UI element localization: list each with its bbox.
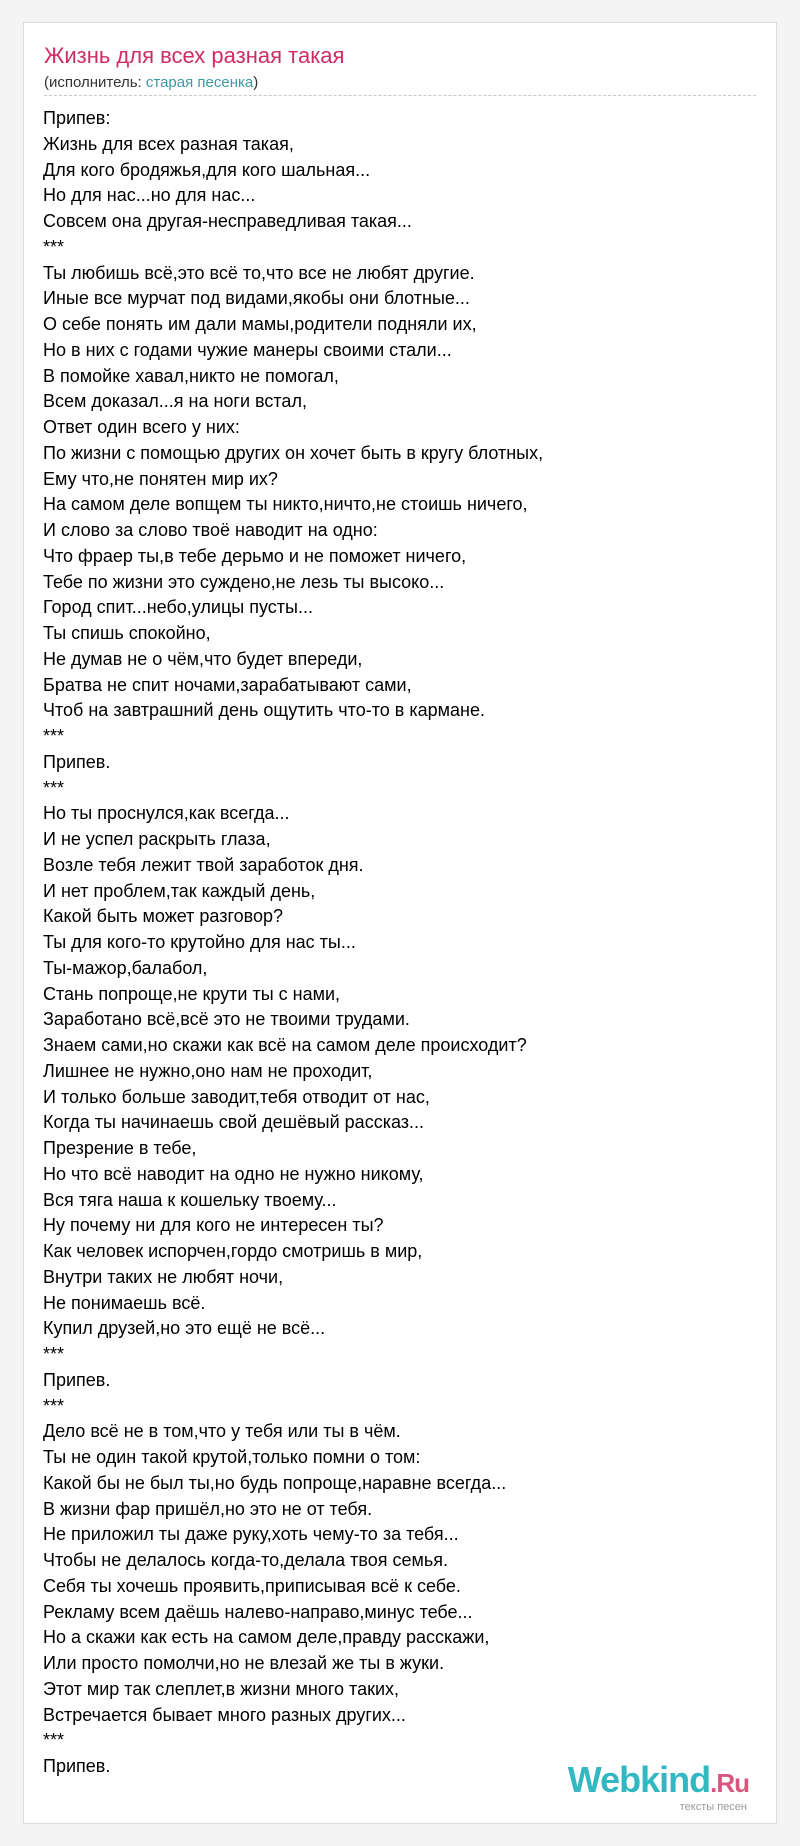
performer-suffix: ) [253, 74, 259, 91]
lyric-line: Всем доказал...я на ноги встал, [43, 391, 307, 412]
lyric-line: О себе понять им дали мамы,родители подняли их, [43, 314, 477, 334]
lyrics-text [43, 106, 743, 1780]
lyric-line: Но ты проснулся,как всегда... [43, 803, 290, 824]
lyric-line: Но в них с годами чужие манеры своими стали... [43, 339, 452, 360]
lyrics-card [23, 22, 777, 1824]
lyric-line: Ну почему ни для кого не интересен ты? [43, 1215, 384, 1236]
lyric-line: Ты для кого-то крутойно для нас ты... [43, 932, 356, 952]
lyric-line: *** [43, 1344, 65, 1364]
lyric-line: Припев. [43, 751, 111, 772]
lyric-line: *** [43, 1730, 65, 1751]
lyric-line: И не успел раскрыть глаза, [43, 829, 271, 849]
logo-word: Webkind [567, 1759, 711, 1800]
lyric-line: Ты любишь всё,это всё то,что все не любят другие. [43, 262, 475, 283]
lyric-line: Купил друзей,но это ещё не всё... [43, 1318, 326, 1339]
lyric-line: Презрение в тебе, [43, 1138, 197, 1158]
lyric-line: Рекламу всем даёшь налево-направо,минус тебе... [43, 1601, 473, 1622]
lyric-line: Дело всё не в том,что у тебя или ты в чём. [43, 1421, 401, 1442]
lyric-line: Припев. [43, 1756, 111, 1776]
lyric-line: Встречается бывает много разных других... [43, 1704, 406, 1725]
lyric-line: И только больше заводит,тебя отводит от нас, [43, 1086, 430, 1107]
lyric-line: И нет проблем,так каждый день, [43, 880, 316, 901]
lyric-line: Братва не спит ночами,зарабатывают сами, [43, 674, 412, 695]
lyric-line: На самом деле вопщем ты никто,ничто,не стоишь ничего, [43, 494, 528, 515]
lyric-line: Какой быть может разговор? [43, 906, 284, 927]
lyric-line: Внутри таких не любят ночи, [43, 1266, 284, 1287]
lyric-line: Припев: [43, 108, 111, 128]
lyric-line: *** [43, 1395, 65, 1416]
lyric-line: *** [43, 777, 65, 798]
performer-prefix: (исполнитель: [44, 74, 146, 91]
logo-wordmark [567, 1759, 749, 1801]
lyric-line: Вся тяга наша к кошельку твоему... [43, 1189, 337, 1210]
lyric-line: По жизни с помощью других он хочет быть в кругу блотных, [43, 442, 544, 463]
lyric-line: Ты не один такой крутой,только помни о том: [43, 1447, 421, 1467]
lyric-line: Ответ один всего у них: [43, 417, 240, 437]
song-title: Жизнь для всех разная такая [44, 43, 345, 68]
lyric-line: Знаем сами,но скажи как всё на самом деле происходит? [43, 1035, 527, 1055]
lyric-line: Чтоб на завтрашний день ощутить что-то в кармане. [43, 700, 485, 721]
logo-tagline: тексты песен [679, 1801, 747, 1813]
lyric-line: В жизни фар пришёл,но это не от тебя. [43, 1498, 373, 1519]
lyric-line: Какой бы не был ты,но будь попроще,наравне всегда... [43, 1472, 507, 1493]
header-divider [44, 95, 756, 96]
performer-link[interactable]: старая песенка [145, 74, 254, 91]
lyric-line: Стань попроще,не крути ты с нами, [43, 983, 341, 1004]
lyric-line: Что фраер ты,в тебе дерьмо и не поможет ничего, [43, 545, 467, 566]
lyric-line: Иные все мурчат под видами,якобы они блотные... [43, 288, 470, 309]
lyric-line: Но что всё наводит на одно не нужно никому, [43, 1163, 424, 1184]
lyric-line: Или просто помолчи,но не влезай же ты в жуки. [43, 1653, 445, 1673]
lyric-line: *** [43, 236, 65, 257]
lyric-line: Тебе по жизни это суждено,не лезь ты высоко... [43, 571, 445, 592]
lyric-line: Не понимаешь всё. [43, 1292, 206, 1313]
lyric-line: Не приложил ты даже руку,хоть чему-то за тебя... [43, 1524, 459, 1545]
lyric-line: Не думав не о чём,что будет впереди, [43, 648, 363, 669]
lyric-line: Но а скажи как есть на самом деле,правду расскажи, [43, 1627, 490, 1648]
lyric-line: Ты-мажор,балабол, [43, 957, 208, 978]
lyric-line: Припев. [43, 1369, 111, 1390]
lyric-line: Лишнее не нужно,оно нам не проходит, [43, 1060, 373, 1081]
lyric-line: Чтобы не делалось когда-то,делала твоя семья. [43, 1550, 448, 1570]
lyric-line: И слово за слово твоё наводит на одно: [43, 520, 378, 540]
logo-tld: .Ru [710, 1768, 749, 1798]
lyric-line: Город спит...небо,улицы пусты... [43, 597, 313, 618]
lyric-line: Как человек испорчен,гордо смотришь в мир, [43, 1241, 423, 1261]
lyric-line: Когда ты начинаешь свой дешёвый рассказ... [43, 1112, 425, 1133]
lyric-line: Возле тебя лежит твой заработок дня. [43, 854, 364, 875]
lyric-line: *** [43, 726, 65, 746]
lyric-line: Ему что,не понятен мир их? [43, 468, 278, 489]
lyric-line: Этот мир так слеплет,в жизни много таких, [43, 1678, 400, 1699]
lyric-line: Себя ты хочешь проявить,приписывая всё к себе. [43, 1575, 461, 1596]
lyric-line: Жизнь для всех разная такая, [43, 133, 294, 154]
lyric-line: Ты спишь спокойно, [43, 623, 211, 643]
performer-line [44, 74, 258, 91]
lyric-line: Для кого бродяжья,для кого шальная... [43, 159, 371, 180]
lyric-line: Заработано всё,всё это не твоими трудами. [43, 1009, 410, 1030]
lyric-line: Совсем она другая-несправедливая такая... [43, 211, 412, 231]
lyric-line: В помойке хавал,никто не помогал, [43, 365, 339, 386]
webkind-logo[interactable] [567, 1759, 749, 1813]
lyric-line: Но для нас...но для нас... [43, 185, 256, 206]
